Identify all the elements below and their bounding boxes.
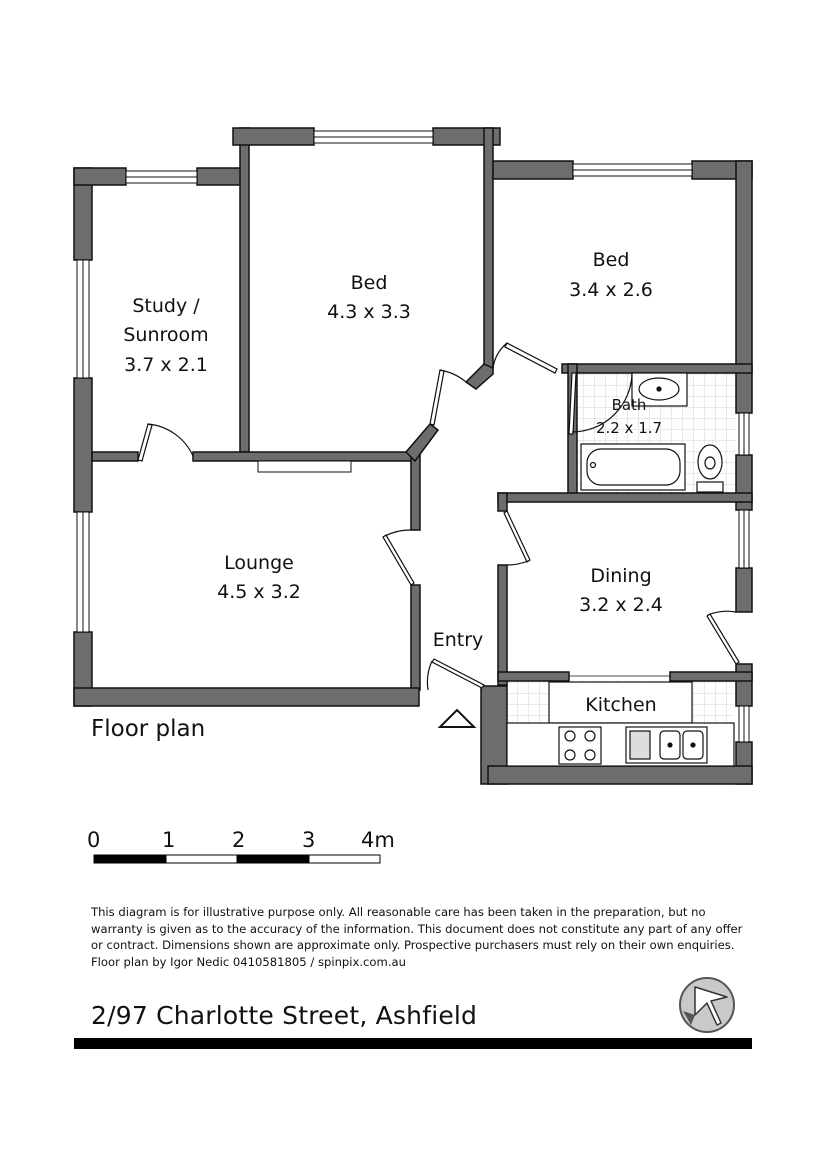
bed1-size: 4.3 x 3.3 <box>327 301 411 323</box>
disclaimer-line: Floor plan by Igor Nedic 0410581805 / spinpix.com.au <box>91 954 406 969</box>
wall <box>670 672 752 681</box>
wall <box>411 452 420 530</box>
study-name-line1: Study / <box>132 295 200 317</box>
study-door <box>138 424 193 461</box>
toilet-cistern <box>697 482 723 492</box>
wall <box>74 688 419 706</box>
property-address: 2/97 Charlotte Street, Ashfield <box>91 1001 478 1030</box>
lounge-name: Lounge <box>224 552 294 574</box>
lounge-size: 4.5 x 3.2 <box>217 581 301 603</box>
study-name-line2: Sunroom <box>123 324 209 346</box>
wall <box>562 364 752 373</box>
disclaimer-line: This diagram is for illustrative purpose only. All reasonable care has been taken in the preparation, but no <box>91 905 706 919</box>
dining-east-door <box>707 611 739 664</box>
wall <box>197 168 242 185</box>
bath-size: 2.2 x 1.7 <box>595 419 663 437</box>
wall <box>498 493 752 502</box>
scale-segment <box>166 855 237 863</box>
scale-bar <box>87 828 395 863</box>
wall <box>736 161 752 413</box>
scale-label-4: 4m <box>361 828 395 852</box>
wall <box>498 672 569 681</box>
footer-bar <box>74 1038 752 1049</box>
wall <box>74 378 92 512</box>
scale-segment <box>309 855 380 863</box>
wall <box>411 585 420 690</box>
bed1-name: Bed <box>350 272 388 294</box>
dining-size: 3.2 x 2.4 <box>579 594 663 616</box>
wall <box>406 424 438 461</box>
bed1-door <box>430 370 466 425</box>
wall <box>493 161 573 179</box>
fireplace <box>258 461 351 472</box>
plan-title: Floor plan <box>91 716 206 742</box>
wall <box>736 664 752 706</box>
scale-label-3: 3 <box>302 828 316 852</box>
wall <box>233 128 314 145</box>
dining-name: Dining <box>590 565 652 587</box>
wall <box>498 493 507 511</box>
scale-segment <box>94 855 166 863</box>
disclaimer-line: or contract. Dimensions shown are approximate only. Prospective purchasers must rely on their own enquiries. <box>91 938 735 953</box>
scale-label-2: 2 <box>232 828 246 852</box>
scale-segment <box>237 855 309 863</box>
disclaimer-line: warranty is given as to the accuracy of the information. This document does not constitute any part of any offer <box>91 921 743 936</box>
wall <box>193 452 415 461</box>
entry-door <box>427 659 484 690</box>
cooktop <box>559 727 601 764</box>
dining-door <box>504 511 530 565</box>
wall <box>466 364 493 389</box>
wall <box>488 766 752 784</box>
wall <box>736 568 752 612</box>
entry-name: Entry <box>432 629 484 651</box>
disclaimer <box>91 904 751 970</box>
study-size: 3.7 x 2.1 <box>124 354 208 376</box>
wall <box>92 452 138 461</box>
wall <box>498 565 507 685</box>
wall <box>484 128 493 368</box>
entry-arrow-icon <box>440 710 474 727</box>
kitchen-name: Kitchen <box>585 694 657 716</box>
spinpix-logo-icon <box>677 975 737 1035</box>
bed2-door <box>493 343 557 373</box>
scale-label-0: 0 <box>87 828 101 852</box>
scale-label-1: 1 <box>162 828 176 852</box>
lounge-door <box>383 530 414 585</box>
wall <box>74 168 126 185</box>
bed2-name: Bed <box>592 249 630 271</box>
bath-name: Bath <box>611 396 647 414</box>
wall <box>240 128 249 452</box>
bed2-size: 3.4 x 2.6 <box>569 279 653 301</box>
